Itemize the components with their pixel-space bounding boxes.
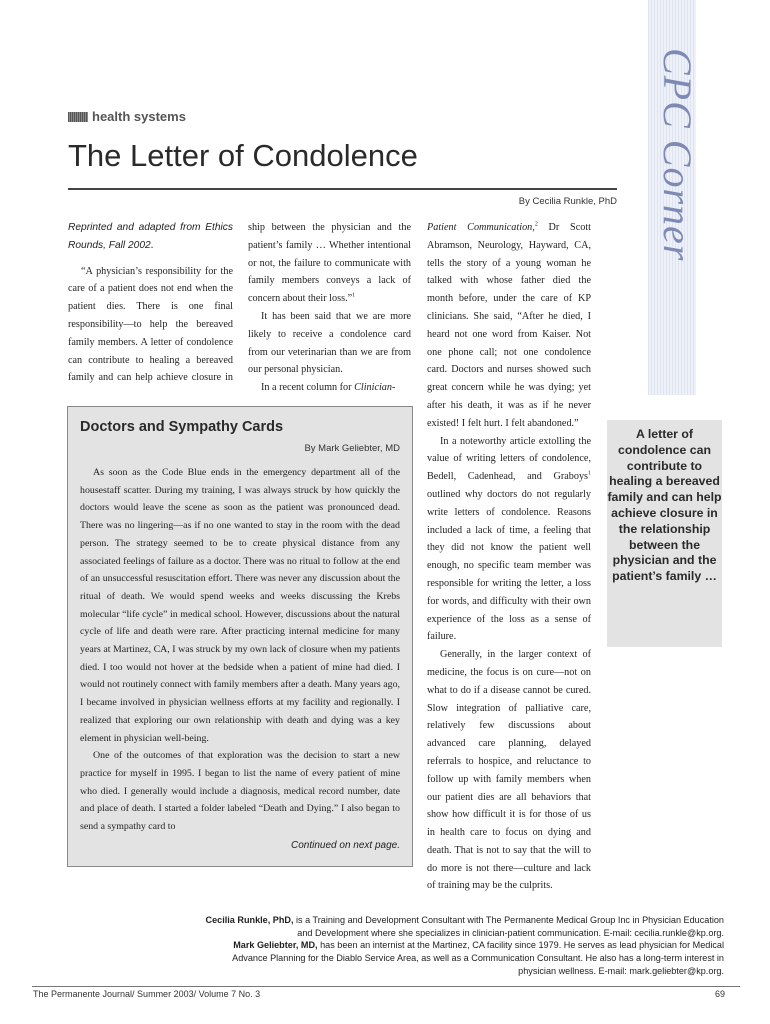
footnote-ref: 1	[588, 470, 591, 477]
bio-geliebter	[205, 939, 724, 977]
reprint-suffix: .	[150, 239, 154, 251]
article-byline: By Cecilia Runkle, PhD	[518, 196, 617, 207]
section-mark	[68, 112, 88, 122]
sidebar-title: Doctors and Sympathy Cards	[80, 419, 284, 435]
article-p4-lead: In a noteworthy article extolling the value of writing letters of condolence, Bedell, Cadenhead, and Graboys	[427, 435, 591, 483]
reprint-source: Ethics Rounds, Fall 2002	[68, 222, 233, 251]
article-column-2	[248, 219, 411, 397]
reprint-note	[68, 219, 233, 255]
article-column-3	[427, 219, 591, 895]
article-column-1	[68, 219, 233, 388]
sidebar-byline: By Mark Geliebter, MD	[304, 443, 400, 454]
article-p4-text: outlined why doctors do not regularly write letters of condolence. Reasons included a lack of time, a feeling that they did not know the patient well enough, no specific team member was responsible for writing the letter, a loss for words, and difficulty with their own experience of the loss as a sense of failure.	[427, 488, 591, 643]
article-paragraph	[427, 433, 591, 647]
reprint-prefix: Reprinted and adapted from	[68, 222, 206, 233]
article-paragraph: It has been said that we are more likely to receive a condolence card from our veterinarian than we are from our personal physician.	[248, 311, 411, 376]
article-paragraph	[427, 219, 591, 433]
article-paragraph	[68, 263, 233, 388]
continued-link[interactable]: Continued on next page.	[291, 839, 400, 851]
sidebar-body	[80, 464, 400, 836]
page-title: The Letter of Condolence	[68, 138, 418, 173]
page-number: 69	[714, 989, 725, 999]
article-paragraph-continued: ship between the physician and the patient’s family … Whether intentional or not, the failure to communicate with family members conveys a lack of concern about their loss.”$^1$	[248, 222, 411, 305]
side-tab	[648, 0, 700, 395]
side-tab-label: CPC Corner	[655, 48, 700, 262]
article-p3-source-start: Clinician-	[354, 382, 396, 394]
title-rule	[68, 188, 617, 190]
bio-geliebter-name: Mark Geliebter, MD,	[233, 940, 318, 951]
bio-runkle-name: Cecilia Runkle, PhD,	[205, 915, 294, 925]
bio-runkle	[205, 914, 724, 939]
article-p3-lead: In a recent column for	[261, 382, 355, 394]
section-label	[68, 109, 186, 124]
article-p1-text: “A physician’s responsibility for the care of a patient does not end when the patient dies. There is one final responsibility—to help the bereaved family members. A letter of condolence can contribute to healing a bereaved family and can help achieve closure in	[68, 265, 233, 384]
article-p3-text: Dr Scott Abramson, Neurology, Hayward, CA, tells the story of a young woman he talked with whose father died the month before, under the care of KP clinicians. She said, “After he died, I heard not one word from Kaiser. Not one phone call; not one condolence card. Doctors and nurses showed such great concern while he was dying; yet after his death, it was as if he never existed! I felt hurt. I felt abandoned.”	[427, 222, 591, 429]
section-label-text: health systems	[92, 109, 186, 124]
author-bios	[205, 914, 724, 978]
bio-geliebter-text: has been an internist at the Martinez, CA facility since 1979. He serves as lead physician for Medical Advance Planning for the Diablo Service Area, as well as a Communication Consultant. He also has a long-term interest in physician wellness. E-mail: mark.geliebter@kp.org.	[232, 940, 724, 976]
bio-runkle-text: is a Training and Development Consultant with The Permanente Medical Group Inc in Physician Education and Development where she specializes in clinician-patient communication. E-mail: cecilia.runkle@kp.org.	[293, 915, 724, 938]
sidebar-paragraph: One of the outcomes of that exploration was the decision to start a new practice for myself in 1995. I began to list the name of every patient of mine who died. I generally would include a diagnosis, medical record number, date and place of death. I started a folder labeled “Death and Dying.” I also began to send a sympathy card to	[80, 750, 400, 833]
journal-citation: The Permanente Journal/ Summer 2003/ Volume 7 No. 3	[33, 989, 261, 999]
pull-quote: A letter of condolence can contribute to healing a bereaved family and can help achieve closure in the relationship between the physician and the patient’s family …	[607, 420, 722, 647]
article-p3-source: Patient Communication,	[427, 222, 535, 233]
article-paragraph: Generally, in the larger context of medicine, the focus is on cure—not on what to do if a disease cannot be cured. Slow integration of palliative care, relatively few discussions about advanced care planning, delayed referrals to hospice, and reluctance to follow up with family members when our patient dies are all behaviors that show how difficult it is for those of us in health care to focus on dying and death. That is not to say that the will to do more is not there—culture and lack of training may be the culprits.	[427, 649, 591, 892]
sidebar-box	[67, 406, 413, 867]
article-paragraph	[248, 379, 411, 397]
footer-rule	[32, 986, 740, 987]
footnote-ref: 2	[534, 221, 538, 228]
sidebar-paragraph: As soon as the Code Blue ends in the emergency department all of the housestaff scatter. During my training, I was always struck by how quickly the doctors would leave the scene as soon as the patient was pronounced dead. There was no lingering—as if no one wanted to stay in the room with the dead person. The strategy seemed to be to create physical distance from any associated feelings of failure as a doctor. There was no ritual to follow at the end of an unsuccessful resuscitation effort. There was never any discussion about the ritual of death. We would spend weeks and weeks discussing the Krebs molecular “life cycle” in medical school. However, discussions about the natural cycle of life and death were rare. After practicing internal medicine for many years at Martinez, CA, I was struck by my own lack of closure when my patients died. I too would not hover at the bedside when a patient of mine had died. I would not routinely connect with family members after a death. Many years ago, I became involved in physician wellness efforts at my facility and regionally. I realized that exploring our own relationship with death and dying was a key element in physician well-being.	[80, 467, 400, 744]
